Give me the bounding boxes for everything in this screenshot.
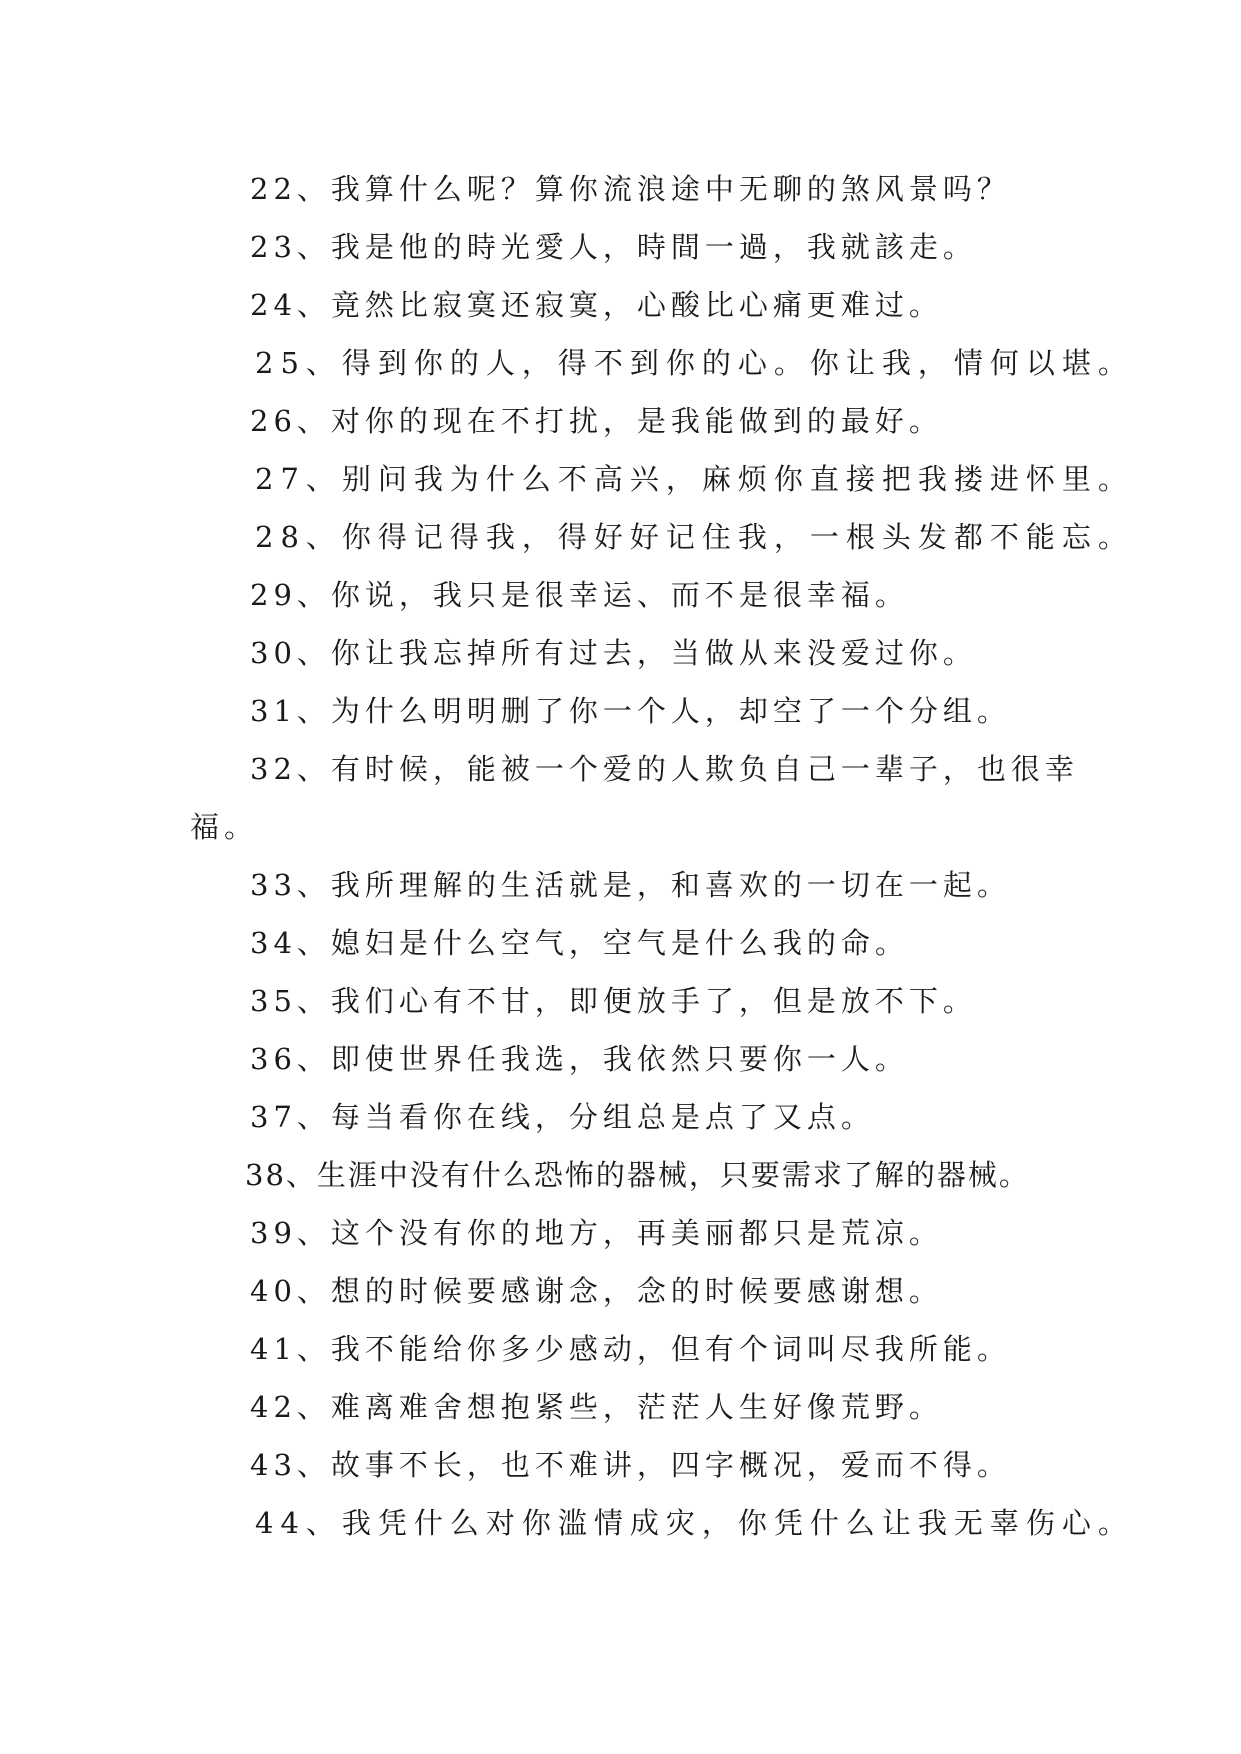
quote-line-36: 36、即使世界任我选，我依然只要你一人。 [250,1042,909,1076]
quote-line-33: 33、我所理解的生活就是，和喜欢的一切在一起。 [250,868,1011,902]
quote-line-43: 43、故事不长，也不难讲，四字概况，爱而不得。 [250,1448,1011,1482]
quote-line-34: 34、媳妇是什么空气，空气是什么我的命。 [250,926,909,960]
quote-line-32: 32、有时候，能被一个爱的人欺负自己一辈子，也很幸 [250,752,1079,786]
quote-line-42: 42、难离难舍想抱紧些，茫茫人生好像荒野。 [250,1390,943,1424]
quote-list [190,160,1134,1552]
quote-line-22: 22、我算什么呢？算你流浪途中无聊的煞风景吗？ [250,172,1011,206]
quote-line-40: 40、想的时候要感谢念，念的时候要感谢想。 [250,1274,943,1308]
quote-line-29: 29、你说，我只是很幸运、而不是很幸福。 [250,578,909,612]
quote-line-27: 27、别问我为什么不高兴，麻烦你直接把我搂进怀里。 [255,462,1134,496]
quote-line-24: 24、竟然比寂寞还寂寞，心酸比心痛更难过。 [250,288,943,322]
quote-line-35: 35、我们心有不甘，即便放手了，但是放不下。 [250,984,977,1018]
quote-line-44: 44、我凭什么对你滥情成灾，你凭什么让我无辜伤心。 [255,1506,1134,1540]
quote-line-41: 41、我不能给你多少感动，但有个词叫尽我所能。 [250,1332,1011,1366]
quote-line-31: 31、为什么明明删了你一个人，却空了一个分组。 [250,694,1011,728]
quote-line-28: 28、你得记得我，得好好记住我，一根头发都不能忘。 [255,520,1134,554]
quote-line-25: 25、得到你的人，得不到你的心。你让我，情何以堪。 [255,346,1134,380]
quote-line-26: 26、对你的现在不打扰，是我能做到的最好。 [250,404,943,438]
quote-line-38: 38、生涯中没有什么恐怖的器械，只要需求了解的器械。 [245,1158,1030,1192]
quote-line-30: 30、你让我忘掉所有过去，当做从来没爱过你。 [250,636,977,670]
quote-line-37: 37、每当看你在线，分组总是点了又点。 [250,1100,875,1134]
quote-line-32-continued: 福。 [190,810,259,844]
quote-line-23: 23、我是他的時光愛人，時間一過，我就該走。 [250,230,977,264]
quote-line-39: 39、这个没有你的地方，再美丽都只是荒凉。 [250,1216,943,1250]
